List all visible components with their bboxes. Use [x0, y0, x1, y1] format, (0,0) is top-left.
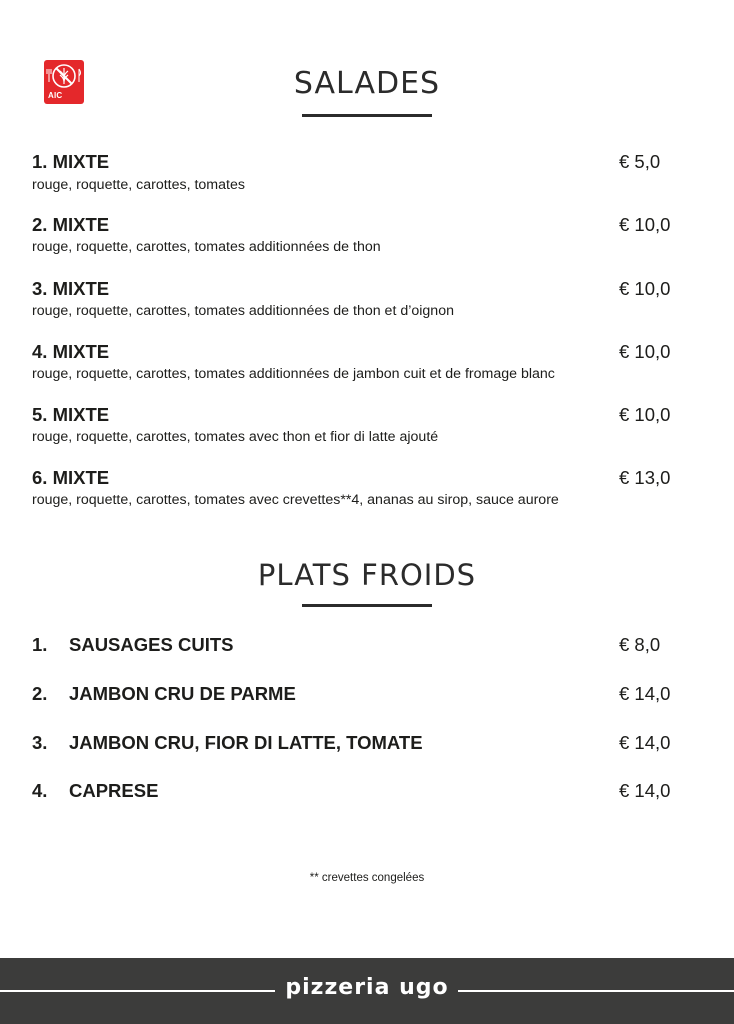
plat-item-name: JAMBON CRU DE PARME — [69, 683, 296, 704]
salade-item-price: € 10,0 — [619, 214, 671, 235]
plat-item-price: € 14,0 — [619, 780, 671, 801]
plat-item-name: JAMBON CRU, FIOR DI LATTE, TOMATE — [69, 732, 423, 753]
plat-item-number: 3. — [32, 732, 48, 753]
salade-item-price: € 13,0 — [619, 467, 671, 488]
plat-item-number: 2. — [32, 683, 48, 704]
salade-item-price: € 10,0 — [619, 404, 671, 425]
salade-item-desc: rouge, roquette, carottes, tomates additionnées de jambon cuit et de fromage blanc — [32, 366, 555, 382]
footer-brand: pizzeria ugo — [285, 975, 449, 1000]
salade-item-desc: rouge, roquette, carottes, tomates — [32, 177, 245, 193]
salade-item-desc: rouge, roquette, carottes, tomates additionnées de thon et d’oignon — [32, 303, 454, 319]
footer-divider-right — [458, 990, 734, 992]
plat-item-number: 1. — [32, 634, 48, 655]
salade-item-name: 3. MIXTE — [32, 278, 110, 299]
plat-item-price: € 14,0 — [619, 683, 671, 704]
salade-item-desc: rouge, roquette, carottes, tomates additionnées de thon — [32, 239, 381, 255]
salade-item-price: € 10,0 — [619, 278, 671, 299]
salade-item-name: 6. MIXTE — [32, 467, 110, 488]
plat-item-price: € 14,0 — [619, 732, 671, 753]
plat-item-name: CAPRESE — [69, 780, 159, 801]
salade-item-price: € 10,0 — [619, 341, 671, 362]
salades-title-rule — [302, 114, 432, 117]
plats-froids-title-rule — [302, 604, 432, 607]
salades-title: SALADES — [293, 66, 441, 101]
footer-bar — [0, 958, 734, 1024]
logo-label: AIC — [48, 91, 63, 100]
salade-item-desc: rouge, roquette, carottes, tomates avec crevettes**4, ananas au sirop, sauce aurore — [32, 492, 559, 508]
salade-item-name: 1. MIXTE — [32, 151, 110, 172]
salade-item-desc: rouge, roquette, carottes, tomates avec thon et fior di latte ajouté — [32, 429, 439, 445]
plat-item-name: SAUSAGES CUITS — [69, 634, 234, 655]
plat-item-price: € 8,0 — [619, 634, 661, 655]
salade-item-price: € 5,0 — [619, 151, 661, 172]
plats-froids-title: PLATS FROIDS — [257, 558, 477, 592]
footer-divider-left — [0, 990, 275, 992]
plat-item-number: 4. — [32, 780, 48, 801]
salade-item-name: 5. MIXTE — [32, 404, 110, 425]
salade-item-name: 2. MIXTE — [32, 214, 110, 235]
salade-item-name: 4. MIXTE — [32, 341, 110, 362]
footnote: ** crevettes congelées — [309, 872, 425, 884]
